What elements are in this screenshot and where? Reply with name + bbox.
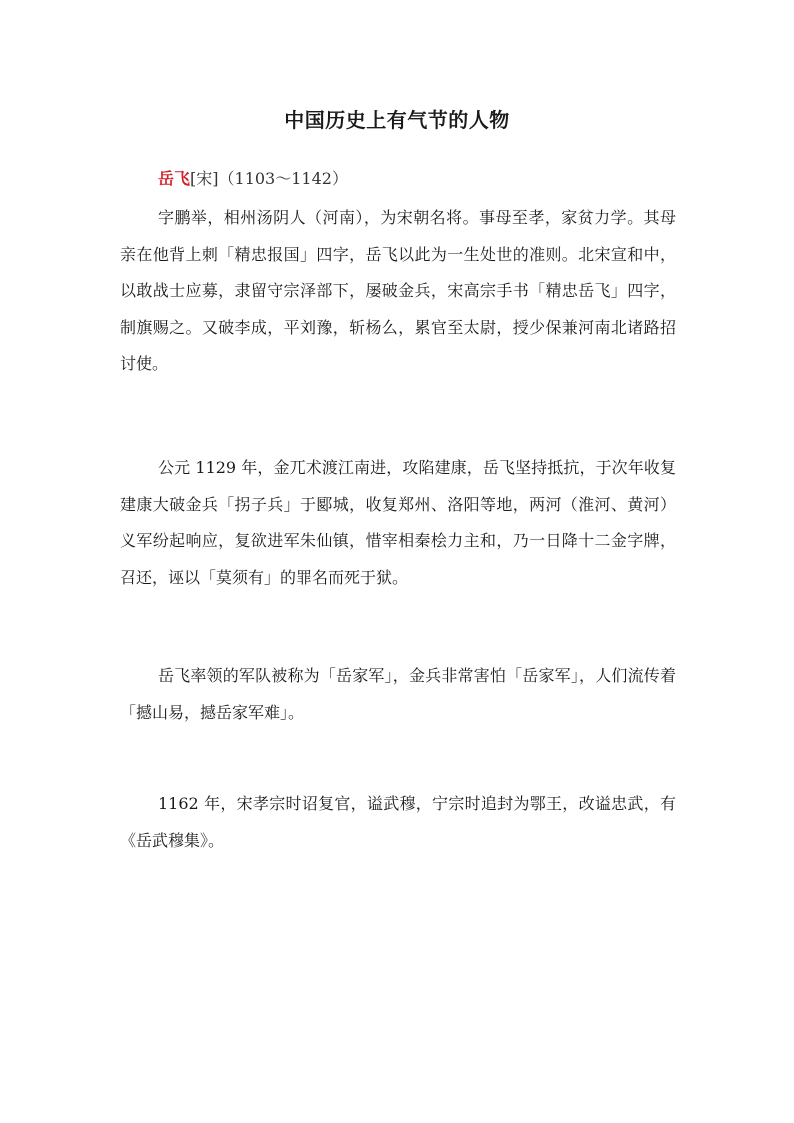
paragraph-posthumous: 1162 年，宋孝宗时诏复官，谥武穆，宁宗时追封为鄂王，改谥忠武，有《岳武穆集》。	[120, 794, 676, 850]
paragraph-campaign: 公元 1129 年，金兀术渡江南进，攻陷建康，岳飞坚持抵抗，于次年收复建康大破金兵「拐子兵」于郾城，收复郑州、洛阳等地，两河（淮河、黄河）义军纷起响应，复欲进军朱仙镇，惜宰相秦桧力主和，乃一日降十二金字牌，召还，诬以「莫须有」的罪名而死于狱。	[120, 458, 676, 587]
person-years: （1103～1142）	[218, 169, 348, 188]
person-heading	[158, 166, 348, 189]
document-title: 中国历史上有气节的人物	[284, 108, 510, 132]
paragraph-army: 岳飞率领的军队被称为「岳家军」，金兵非常害怕「岳家军」，人们流传着「撼山易，撼岳家军难」。	[120, 666, 676, 722]
paragraph-biography: 字鹏举，相州汤阴人（河南），为宋朝名将。事母至孝，家贫力学。其母亲在他背上刺「精忠报国」四字，岳飞以此为一生处世的准则。北宋宣和中，以敢战士应募，隶留守宗泽部下，屡破金兵，宋高宗手书「精忠岳飞」四字，制旗赐之。又破李成，平刘豫，斩杨么，累官至太尉，授少保兼河南北诸路招讨使。	[120, 208, 676, 373]
person-dynasty: [宋]	[190, 169, 219, 188]
person-name: 岳飞	[158, 169, 191, 188]
